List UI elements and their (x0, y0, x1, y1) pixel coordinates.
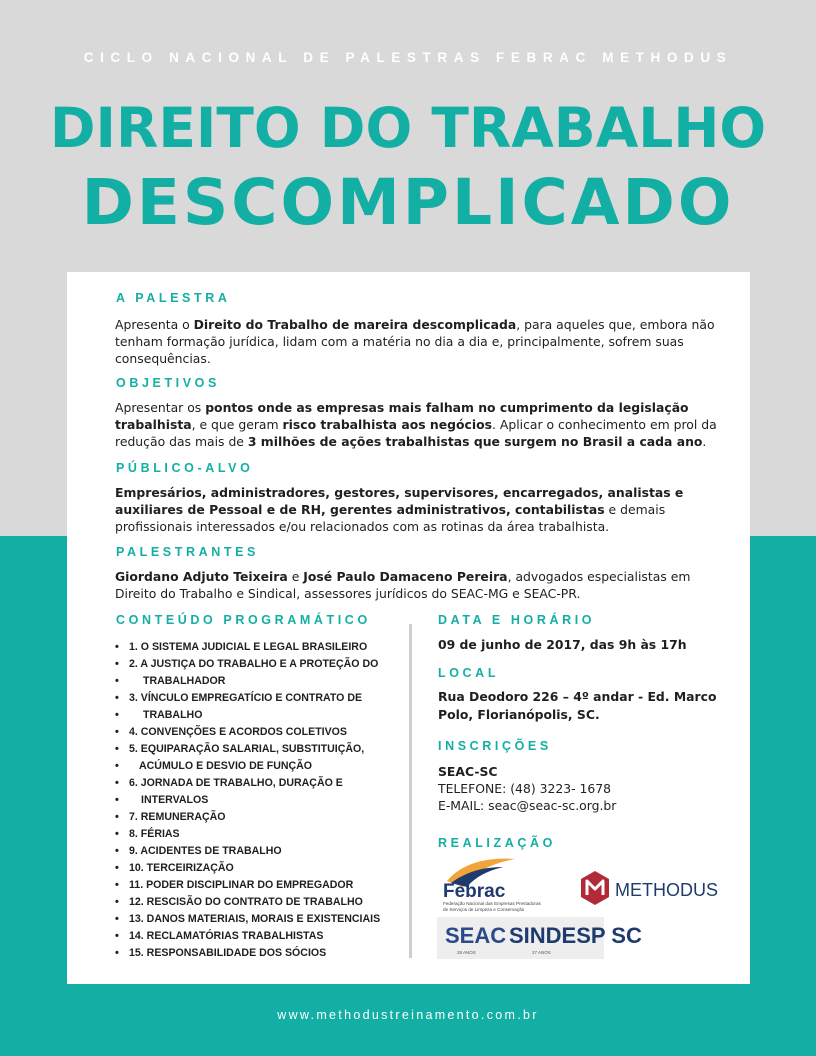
page-title-line1: DIREITO DO TRABALHO (49, 96, 767, 160)
list-item: • 5. EQUIPARAÇÃO SALARIAL, SUBSTITUIÇÃO, (115, 741, 405, 758)
conteudo-list (115, 639, 405, 962)
palestrantes-description: Giordano Adjuto Teixeira e José Paulo Damaceno Pereira, advogados especialistas em Direito do Trabalho e Sindical, assessores jurídicos do SEAC-MG e SEAC-PR. (115, 569, 691, 602)
event-date: 09 de junho de 2017, das 9h às 17h (438, 637, 687, 652)
methodus-logo-text: METHODUS (615, 880, 718, 900)
inscricoes-phone: TELEFONE: (48) 3223- 1678 (438, 781, 612, 796)
list-item: • 14. RECLAMATÓRIAS TRABALHISTAS (115, 928, 405, 945)
list-item: • 8. FÉRIAS (115, 826, 405, 843)
section-title-palestra: A PALESTRA (116, 291, 231, 305)
seac-sindesp-logo (437, 917, 642, 959)
inscricoes-email: E-MAIL: seac@seac-sc.org.br (438, 798, 617, 813)
methodus-logo (577, 867, 727, 913)
footer-url: www.methodustreinamento.com.br (277, 1008, 539, 1022)
list-item: • 13. DANOS MATERIAIS, MORAIS E EXISTENCIAIS (115, 911, 405, 928)
seac-logo-text: SEAC (445, 923, 507, 948)
section-title-realizacao: REALIZAÇÃO (438, 836, 556, 850)
page-title-line2: DESCOMPLICADO (81, 166, 735, 239)
event-series-kicker: CICLO NACIONAL DE PALESTRAS FEBRAC METHODUS (83, 50, 733, 65)
seac-years: 28 ANOS (457, 950, 476, 955)
publico-alvo-description: Empresários, administradores, gestores, supervisores, encarregados, analistas e auxiliares de Pessoal e de RH, gerentes administrativos, contabilistas e demais profissionais interessados e/ou relacionados com as rotinas da área trabalhista. (115, 485, 684, 535)
section-title-data-horario: DATA E HORÁRIO (438, 613, 596, 627)
palestra-description: Apresenta o Direito do Trabalho de mareira descomplicada, para aqueles que, embora não tenham formação jurídica, lidam com a matéria no dia a dia e, principalmente, sofrem suas consequências. (115, 317, 715, 367)
content-card (67, 272, 750, 984)
sindesp-years: 27 ANOS (532, 950, 551, 955)
febrac-logo-text: Febrac (443, 881, 506, 902)
objetivos-description: Apresentar os pontos onde as empresas mais falham no cumprimento da legislação trabalhista, e que geram risco trabalhista aos negócios. Aplicar o conhecimento em prol da redução das mais de 3 milhões de ações trabalhistas que surgem no Brasil a cada ano. (115, 400, 717, 450)
event-location: Rua Deodoro 226 – 4º andar - Ed. Marco Polo, Florianópolis, SC. (438, 689, 717, 722)
list-item: • 1. O SISTEMA JUDICIAL E LEGAL BRASILEIRO (115, 639, 405, 656)
list-item: • 15. RESPONSABILIDADE DOS SÓCIOS (115, 945, 405, 962)
list-item: • 4. CONVENÇÕES E ACORDOS COLETIVOS (115, 724, 405, 741)
column-divider (409, 624, 412, 958)
inscricoes-org: SEAC-SC (438, 764, 498, 779)
section-title-local: LOCAL (438, 666, 500, 680)
list-item: • 2. A JUSTIÇA DO TRABALHO E A PROTEÇÃO DO (115, 656, 405, 673)
febrac-subtitle-1: Federação Nacional das Empresas Prestadoras (443, 901, 541, 906)
section-title-inscricoes: INSCRIÇÕES (438, 739, 552, 753)
febrac-subtitle-2: de Serviços de Limpeza e Conservação (443, 907, 525, 912)
list-item: • TRABALHADOR (115, 673, 405, 690)
sindesp-logo-text: SINDESP SC (509, 923, 642, 948)
section-title-objetivos: OBJETIVOS (116, 376, 220, 390)
list-item: • 7. REMUNERAÇÃO (115, 809, 405, 826)
list-item: • 9. ACIDENTES DE TRABALHO (115, 843, 405, 860)
list-item: • 6. JORNADA DE TRABALHO, DURAÇÃO E (115, 775, 405, 792)
list-item: • INTERVALOS (115, 792, 405, 809)
list-item: • 11. PODER DISCIPLINAR DO EMPREGADOR (115, 877, 405, 894)
list-item: • TRABALHO (115, 707, 405, 724)
section-title-publico-alvo: PÚBLICO-ALVO (116, 461, 254, 475)
febrac-logo (437, 857, 567, 915)
list-item: • 3. VÍNCULO EMPREGATÍCIO E CONTRATO DE (115, 690, 405, 707)
section-title-conteudo: CONTEÚDO PROGRAMÁTICO (116, 613, 371, 627)
list-item: • 10. TERCEIRIZAÇÃO (115, 860, 405, 877)
list-item: • ACÚMULO E DESVIO DE FUNÇÃO (115, 758, 405, 775)
section-title-palestrantes: PALESTRANTES (116, 545, 259, 559)
list-item: • 12. RESCISÃO DO CONTRATO DE TRABALHO (115, 894, 405, 911)
